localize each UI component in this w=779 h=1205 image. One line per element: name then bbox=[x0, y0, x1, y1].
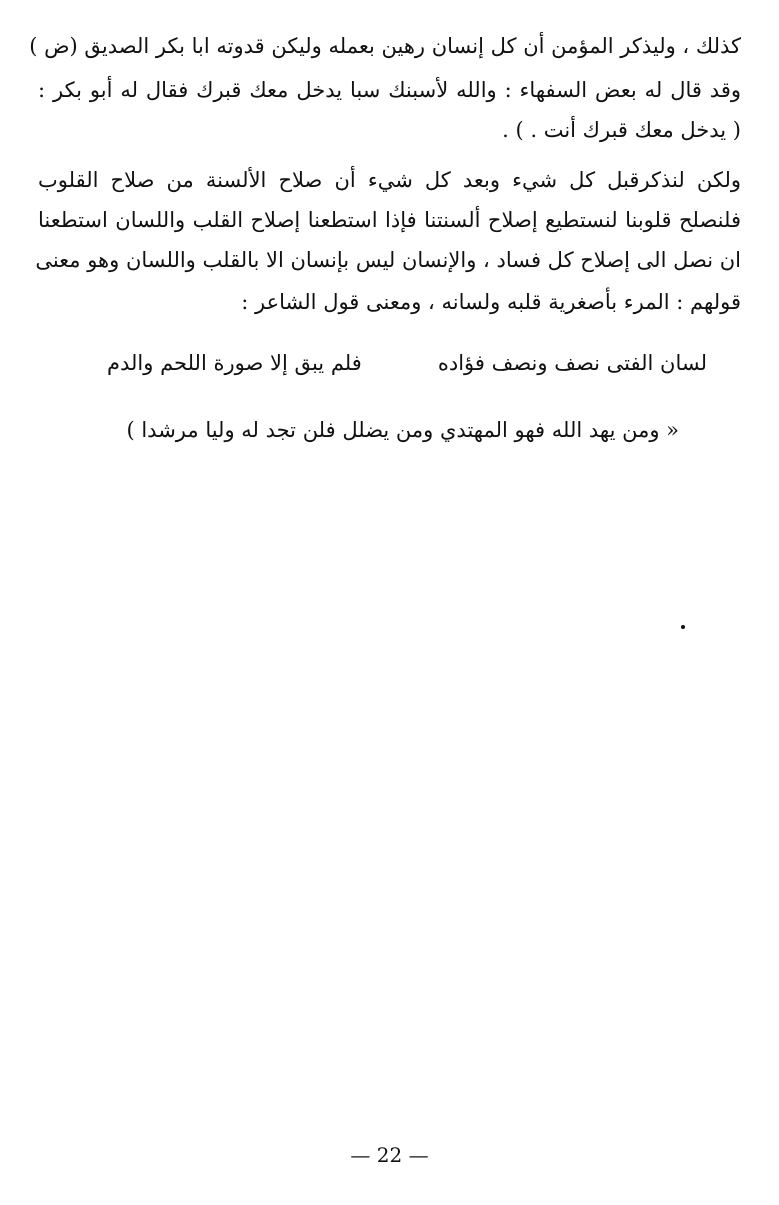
paragraph-2-line-3: ان نصل الى إصلاح كل فساد ، والإنسان ليس بإنسان الا بالقلب واللسان وهو معنى bbox=[35, 248, 741, 272]
verse-second-hemistich: فلم يبق إلا صورة اللحم والدم bbox=[107, 351, 362, 375]
paragraph-2-line-4: قولهم : المرء بأصغرية قلبه ولسانه ، ومعنى قول الشاعر : bbox=[241, 290, 741, 314]
quran-quote: « ومن يهد الله فهو المهتدي ومن يضلل فلن تجد له وليا مرشدا ) bbox=[126, 418, 679, 442]
paragraph-1-line-3: ( يدخل معك قبرك أنت . ) . bbox=[502, 118, 741, 142]
paragraph-2-line-2: فلنصلح قلوبنا لنستطيع إصلاح ألسنتنا فإذا استطعنا إصلاح القلب واللسان استطعنا bbox=[38, 208, 742, 232]
verse-first-hemistich: لسان الفتى نصف ونصف فؤاده bbox=[437, 351, 707, 375]
page-number: — 22 — bbox=[350, 1143, 429, 1167]
poem-verse bbox=[107, 343, 707, 383]
paragraph-2-line-1: ولكن لنذكرقبل كل شيء وبعد كل شيء أن صلاح الألسنة من صلاح القلوب bbox=[38, 168, 741, 192]
paragraph-1-line-2: وقد قال له بعض السفهاء : والله لأسبنك سبا يدخل معك قبرك فقال له أبو بكر : bbox=[38, 78, 741, 102]
paragraph-1-line-1: كذلك ، وليذكر المؤمن أن كل إنسان رهين بعمله وليكن قدوته ابا بكر الصديق (ض ) bbox=[29, 34, 741, 58]
print-dot bbox=[681, 625, 685, 629]
